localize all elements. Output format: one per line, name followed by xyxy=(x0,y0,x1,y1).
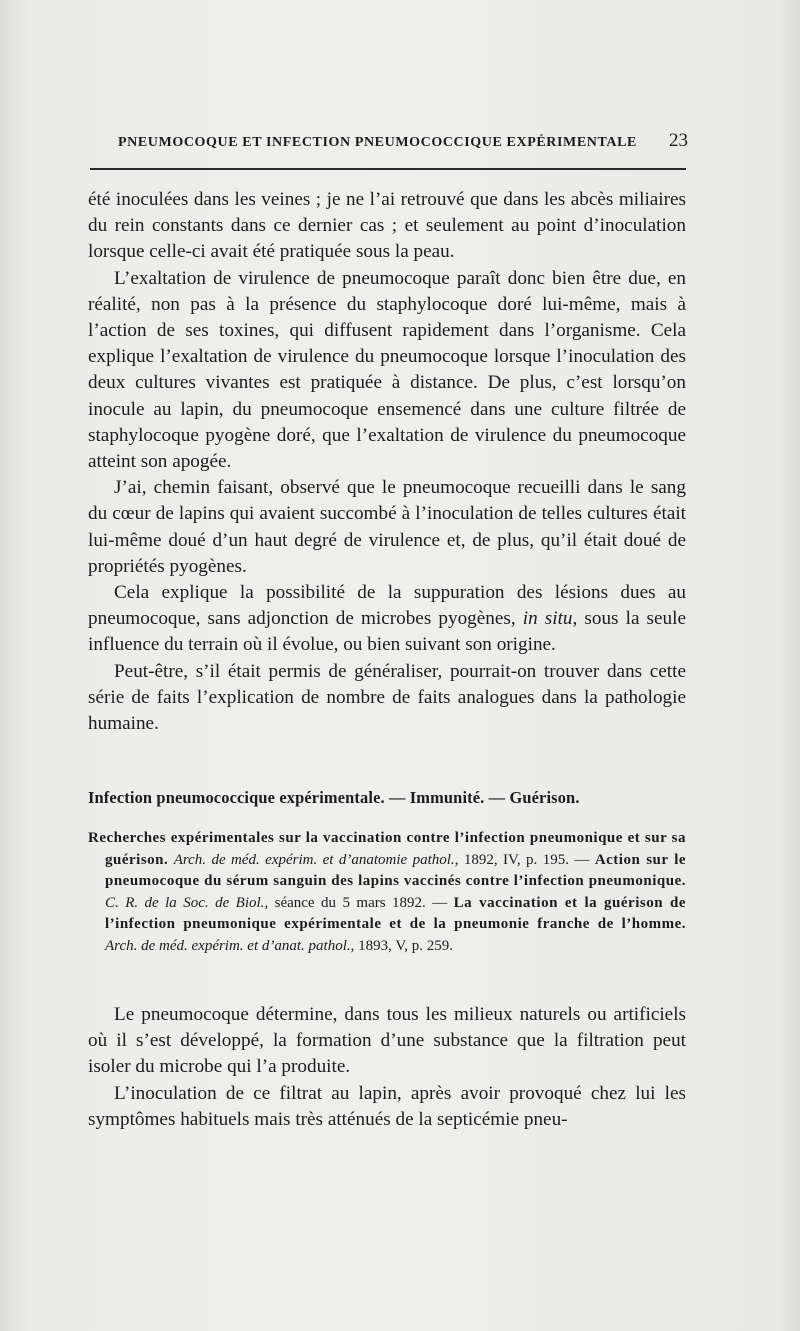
paragraph-1: été inoculées dans les veines ; je ne l’ai retrouvé que dans les abcès miliaires du rein constants dans ce dernier cas ; et seulement au point d’inoculation lorsque celle-ci avait été pratiquée sous la peau. xyxy=(88,189,686,263)
paragraph-4-b: , sous la seule influence du terrain où il évolue, ou bien suivant son origine. xyxy=(88,608,686,656)
page-number: 23 xyxy=(669,130,688,151)
paragraph-4 xyxy=(88,580,686,659)
paragraph-6: Le pneumocoque détermine, dans tous les milieux naturels ou artificiels où il s’est développé, la formation d’une substance que la filtration peut isoler du microbe qui l’a produite. xyxy=(88,1004,686,1078)
biblio-source-3: Arch. de méd. expérim. et d’anat. pathol. xyxy=(105,937,351,954)
biblio-ref-1: , 1892, IV, p. 195. — xyxy=(454,851,590,868)
paragraph-3: J’ai, chemin faisant, observé que le pneumocoque recueilli dans le sang du cœur de lapins qui avaient succombé à l’inoculation de telles cultures était lui-même doué d’un haut degré de virulence et, de plus, qu’il était doué de propriétés pyogènes. xyxy=(88,477,686,577)
running-title: PNEUMOCOQUE ET INFECTION PNEUMOCOCCIQUE EXPÉRIMENTALE xyxy=(118,135,637,150)
in-situ-italic: in situ xyxy=(522,608,573,630)
paragraph-2: L’exaltation de virulence de pneumocoque paraît donc bien être due, en réalité, non pas à la présence du staphylocoque doré lui-même, mais à l’action de ses toxines, qui diffusent rapidement dans l’organisme. Cela explique l’exaltation de virulence du pneumocoque lorsque l’inoculation des deux cultures vivantes est pratiquée à distance. De plus, c’est lorsqu’on inocule au lapin, du pneumocoque ensemencé dans une culture filtrée de staphylocoque pyogène doré, que l’exaltation de virulence du pneumocoque atteint son apogée. xyxy=(88,267,686,473)
section-heading: Infection pneumococcique expérimentale. — Immunité. — Guérison. xyxy=(88,788,580,807)
biblio-source-1: Arch. de méd. expérim. et d’anatomie pathol. xyxy=(173,851,455,868)
bibliography xyxy=(88,828,686,958)
biblio-title-3: La vaccination et la guérison de l’infection pneumonique expérimentale et de la pneumonie franche de l’homme. xyxy=(105,894,686,933)
header-rule xyxy=(90,168,686,170)
paragraph-7: L’inoculation de ce filtrat au lapin, après avoir provoqué chez lui les symptômes habituels mais très atténués de la septicémie pneu- xyxy=(88,1082,686,1130)
biblio-title-2: Action sur le pneumocoque du sérum sanguin des lapins vaccinés contre l’infection pneumonique. xyxy=(105,851,687,890)
biblio-ref-2: , séance du 5 mars 1892. — xyxy=(264,894,448,911)
running-header xyxy=(118,130,688,152)
paragraph-4-a: Cela explique la possibilité de la suppuration des lésions dues au pneumocoque, sans adjonction de microbes pyogènes, xyxy=(88,582,686,630)
biblio-title-1: Recherches expérimentales sur la vaccination contre l’infection pneumonique et sur sa guérison. xyxy=(88,830,686,868)
biblio-source-2: C. R. de la Soc. de Biol. xyxy=(105,894,265,911)
body-text-top xyxy=(88,187,686,737)
body-text-bottom xyxy=(88,1002,686,1133)
biblio-ref-3: , 1893, V, p. 259. xyxy=(350,937,454,954)
paragraph-5: Peut-être, s’il était permis de généraliser, pourrait-on trouver dans cette série de faits l’explication de nombre de faits analogues dans la pathologie humaine. xyxy=(88,660,686,735)
